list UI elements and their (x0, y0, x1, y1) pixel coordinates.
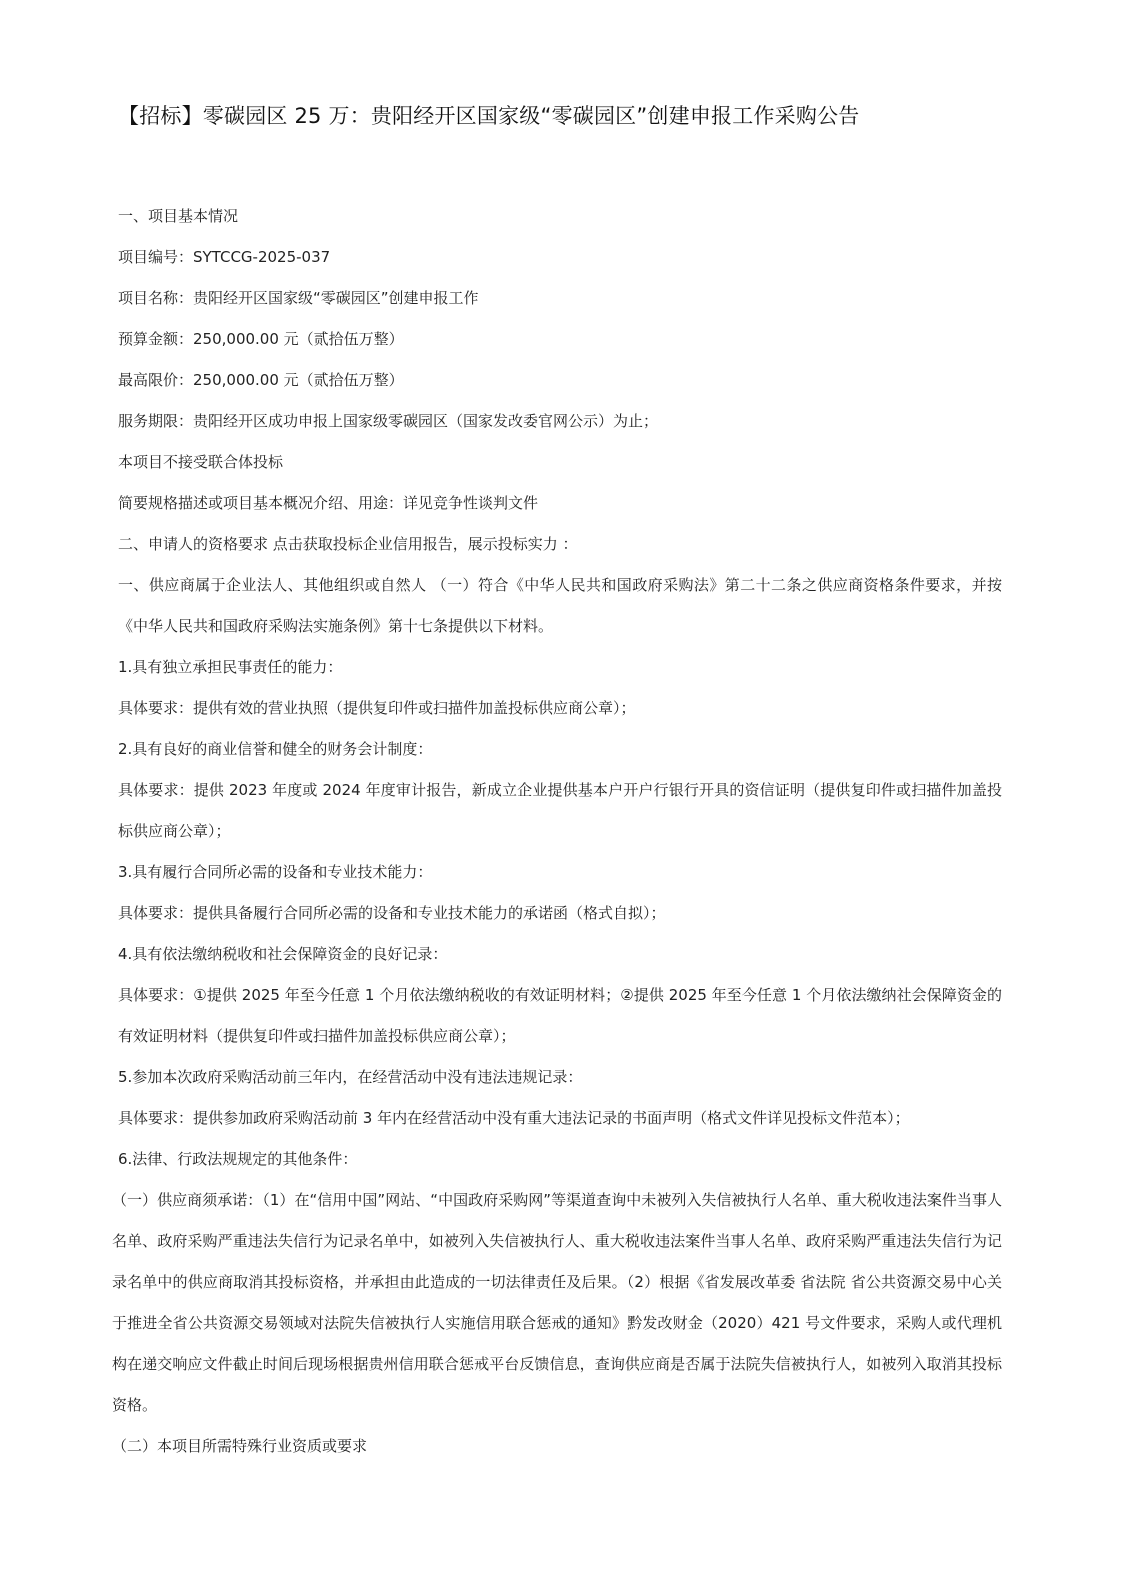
service-period: 服务期限：贵阳经开区成功申报上国家级零碳园区（国家发改委官网公示）为止； (118, 412, 659, 430)
requirement-detail-6: （一）供应商须承诺：（1）在“信用中国”网站、“中国政府采购网”等渠道查询中未被列入失信被执行人名单、重大税收违法案件当事人名单、政府采购严重违法失信行为记录名单中，如被列入失信被执行人、重大税收违法案件当事人名单、政府采购严重违法失信行为记录名单中的供应商取消其投标资格，并承担由此造成的一切法律责任及后果。（2）根据《省发展改革委 省法院 省公共资源交易中心关于推进全省公共资源交易领域对法院失信被执行人实施信用联合惩戒的通知》黔发改财金（2020）421 号文件要求，采购人或代理机构在递交响应文件截止时间后现场根据贵州信用联合惩戒平台反馈信息，查询供应商是否属于法院失信被执行人，如被列入取消其投标资格。 (112, 1191, 1002, 1414)
section-heading-basic-info: 一、项目基本情况 (118, 207, 239, 225)
requirement-detail-3: 具体要求：提供具备履行合同所必需的设备和专业技术能力的承诺函（格式自拟）； (118, 904, 666, 922)
requirement-detail-4: 具体要求：①提供 2025 年至今任意 1 个月依法缴纳税收的有效证明材料；②提供 2025 年至今任意 1 个月依法缴纳社会保障资金的有效证明材料（提供复印件或扫描件加盖投标供应商公章）； (118, 986, 1002, 1045)
requirement-title-5: 5.参加本次政府采购活动前三年内，在经营活动中没有违法违规记录： (118, 1068, 583, 1086)
project-name: 项目名称：贵阳经开区国家级“零碳园区”创建申报工作 (118, 289, 479, 307)
section-heading-qualifications: 二、申请人的资格要求 点击获取投标企业信用报告，展示投标实力 ： (118, 535, 578, 553)
project-number: 项目编号：SYTCCG-2025-037 (118, 248, 331, 266)
requirement-title-6: 6.法律、行政法规规定的其他条件： (118, 1150, 358, 1168)
max-price: 最高限价：250,000.00 元（贰拾伍万整） (118, 371, 404, 389)
requirement-title-4: 4.具有依法缴纳税收和社会保障资金的良好记录： (118, 945, 448, 963)
requirement-title-2: 2.具有良好的商业信誉和健全的财务会计制度： (118, 740, 433, 758)
special-qualification-heading: （二）本项目所需特殊行业资质或要求 (112, 1437, 368, 1455)
requirement-title-1: 1.具有独立承担民事责任的能力： (118, 658, 343, 676)
project-description: 简要规格描述或项目基本概况介绍、用途：详见竞争性谈判文件 (118, 494, 539, 512)
no-consortium-note: 本项目不接受联合体投标 (118, 453, 284, 471)
requirement-detail-1: 具体要求：提供有效的营业执照（提供复印件或扫描件加盖投标供应商公章）； (118, 699, 636, 717)
qualification-intro: 一、供应商属于企业法人、其他组织或自然人 （一）符合《中华人民共和国政府采购法》第二十二条之供应商资格条件要求，并按《中华人民共和国政府采购法实施条例》第十七条提供以下材料。 (118, 576, 1002, 635)
document-body (112, 196, 1002, 1467)
requirement-detail-5: 具体要求：提供参加政府采购活动前 3 年内在经营活动中没有重大违法记录的书面声明（格式文件详见投标文件范本）； (118, 1109, 910, 1127)
requirement-detail-2: 具体要求：提供 2023 年度或 2024 年度审计报告，新成立企业提供基本户开户行银行开具的资信证明（提供复印件或扫描件加盖投标供应商公章）； (118, 781, 1002, 840)
budget-amount: 预算金额：250,000.00 元（贰拾伍万整） (118, 330, 404, 348)
document-title: 【招标】零碳园区 25 万：贵阳经开区国家级“零碳园区”创建申报工作采购公告 (118, 104, 860, 128)
requirement-title-3: 3.具有履行合同所必需的设备和专业技术能力： (118, 863, 433, 881)
